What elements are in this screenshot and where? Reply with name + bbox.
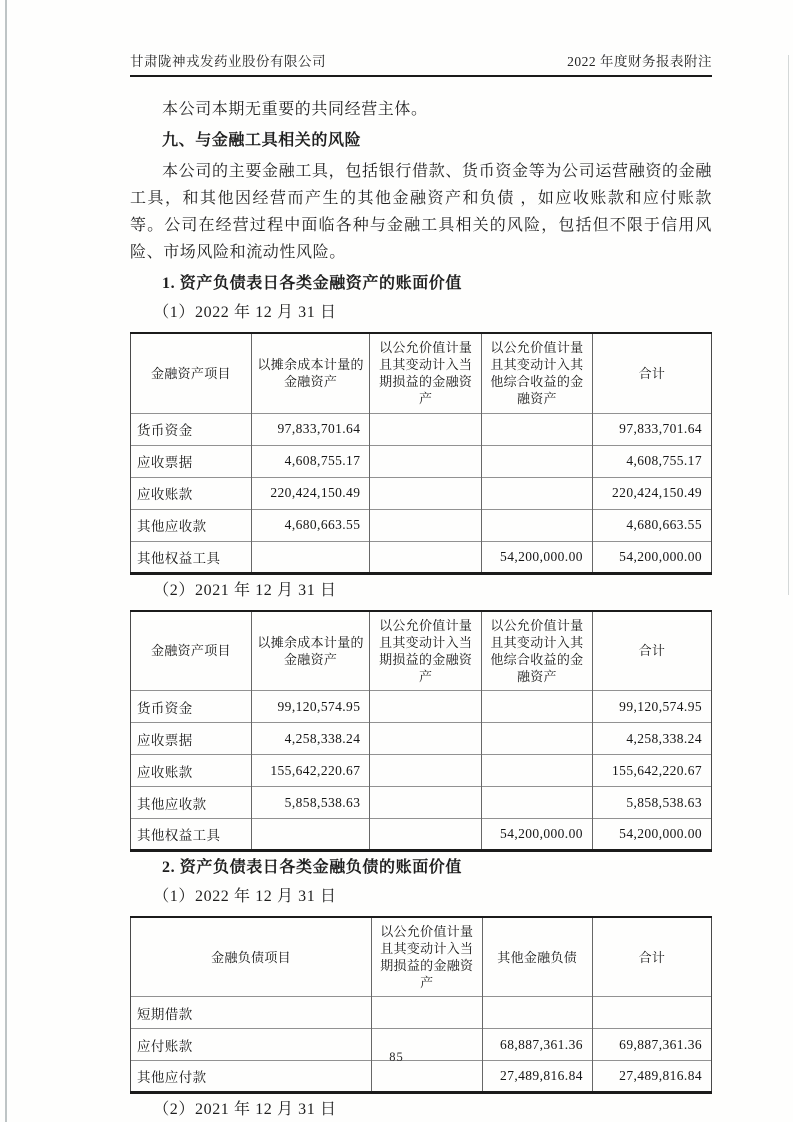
table-row: [131, 691, 712, 723]
section-9-heading: 九、与金融工具相关的风险: [162, 132, 362, 149]
document-body: [130, 90, 712, 1122]
value-cell: [481, 755, 592, 787]
value-cell: [481, 787, 592, 819]
table-row: [131, 541, 712, 573]
table-row: [131, 787, 712, 819]
value-cell: 5,858,538.63: [592, 787, 711, 819]
assets-subheading: 1. 资产负债表日各类金融资产的账面价值: [162, 275, 463, 292]
table-row: [131, 819, 712, 851]
value-cell: 99,120,574.95: [251, 691, 370, 723]
financial-assets-table-2022: [130, 332, 712, 575]
value-cell: 54,200,000.00: [592, 541, 711, 573]
liabilities-date-2021: （2）2021 年 12 月 31 日: [153, 1101, 337, 1118]
table-header-row: [131, 611, 712, 691]
value-cell: 4,258,338.24: [251, 723, 370, 755]
column-header: 金融资产项目: [131, 611, 252, 691]
column-header: 以公允价值计量且其变动计入当期损益的金融资产: [370, 333, 482, 413]
value-cell: [372, 1061, 482, 1093]
value-cell: 27,489,816.84: [592, 1061, 711, 1093]
row-label-cell: 其他应收款: [131, 787, 252, 819]
liabilities-subheading: 2. 资产负债表日各类金融负债的账面价值: [162, 859, 463, 876]
scan-artifact-left-edge: [5, 0, 7, 1122]
company-name: 甘肃陇神戎发药业股份有限公司: [130, 54, 326, 69]
value-cell: [592, 997, 711, 1029]
intro-sentence: 本公司本期无重要的共同经营主体。: [162, 101, 428, 118]
row-label-cell: 应付账款: [131, 1029, 372, 1061]
value-cell: 4,608,755.17: [592, 445, 711, 477]
table-header-row: [131, 917, 712, 997]
row-label-cell: 其他权益工具: [131, 819, 252, 851]
table-row: [131, 755, 712, 787]
value-cell: [481, 445, 592, 477]
value-cell: 4,258,338.24: [592, 723, 711, 755]
row-label-cell: 应收票据: [131, 723, 252, 755]
column-header: 合计: [592, 917, 711, 997]
value-cell: [481, 509, 592, 541]
value-cell: [370, 477, 482, 509]
value-cell: 54,200,000.00: [481, 541, 592, 573]
row-label-cell: 应收账款: [131, 477, 252, 509]
table-row: [131, 477, 712, 509]
table-header-row: [131, 333, 712, 413]
page-header: [130, 50, 712, 77]
column-header: 以公允价值计量且其变动计入其他综合收益的金融资产: [481, 611, 592, 691]
row-label-cell: 其他应付款: [131, 1061, 372, 1093]
value-cell: [370, 413, 482, 445]
value-cell: [251, 541, 370, 573]
financial-assets-table-2021: [130, 610, 712, 853]
value-cell: [482, 997, 592, 1029]
value-cell: [370, 787, 482, 819]
column-header: 其他金融负债: [482, 917, 592, 997]
scan-artifact-right-edge: [788, 55, 789, 595]
value-cell: [370, 723, 482, 755]
row-label-cell: 其他权益工具: [131, 541, 252, 573]
value-cell: 5,858,538.63: [251, 787, 370, 819]
row-label-cell: 货币资金: [131, 413, 252, 445]
column-header: 合计: [592, 333, 711, 413]
value-cell: 54,200,000.00: [592, 819, 711, 851]
column-header: 以公允价值计量且其变动计入当期损益的金融资产: [370, 611, 482, 691]
value-cell: 69,887,361.36: [592, 1029, 711, 1061]
column-header: 以摊余成本计量的金融资产: [251, 333, 370, 413]
row-label-cell: 应收账款: [131, 755, 252, 787]
row-label-cell: 货币资金: [131, 691, 252, 723]
value-cell: [372, 997, 482, 1029]
column-header: 以公允价值计量且其变动计入当期损益的金融资产: [372, 917, 482, 997]
row-label-cell: 短期借款: [131, 997, 372, 1029]
column-header: 合计: [592, 611, 711, 691]
table-row: [131, 997, 712, 1029]
assets-date-2022: （1）2022 年 12 月 31 日: [153, 304, 337, 321]
row-label-cell: 其他应收款: [131, 509, 252, 541]
value-cell: 4,608,755.17: [251, 445, 370, 477]
page-number: 85: [389, 1050, 404, 1064]
table-row: [131, 509, 712, 541]
table-row: [131, 723, 712, 755]
value-cell: 220,424,150.49: [592, 477, 711, 509]
value-cell: 27,489,816.84: [482, 1061, 592, 1093]
value-cell: [251, 819, 370, 851]
table-row: [131, 1061, 712, 1093]
report-title: 2022 年度财务报表附注: [567, 54, 712, 69]
column-header: 以摊余成本计量的金融资产: [251, 611, 370, 691]
value-cell: [370, 509, 482, 541]
value-cell: [481, 691, 592, 723]
column-header: 金融负债项目: [131, 917, 372, 997]
value-cell: [481, 723, 592, 755]
value-cell: [481, 413, 592, 445]
assets-date-2021: （2）2021 年 12 月 31 日: [153, 581, 337, 599]
section-9-paragraph: 本公司的主要金融工具，包括银行借款、货币资金等为公司运营融资的金融工具，和其他因经营而产生的其他金融资产和负债 ，如应收账款和应付账款等。公司在经营过程中面临各种与金融工具相关的风险，包括但不限于信用风险、市场风险和流动性风险。: [130, 163, 712, 261]
value-cell: 155,642,220.67: [592, 755, 711, 787]
value-cell: [370, 755, 482, 787]
value-cell: [370, 819, 482, 851]
value-cell: [370, 691, 482, 723]
value-cell: 97,833,701.64: [592, 413, 711, 445]
value-cell: 155,642,220.67: [251, 755, 370, 787]
value-cell: 99,120,574.95: [592, 691, 711, 723]
value-cell: 97,833,701.64: [251, 413, 370, 445]
value-cell: 220,424,150.49: [251, 477, 370, 509]
table-row: [131, 413, 712, 445]
financial-liabilities-table-2022: [130, 916, 712, 1094]
value-cell: [370, 541, 482, 573]
column-header: 金融资产项目: [131, 333, 252, 413]
value-cell: 68,887,361.36: [482, 1029, 592, 1061]
value-cell: 4,680,663.55: [592, 509, 711, 541]
column-header: 以公允价值计量且其变动计入其他综合收益的金融资产: [481, 333, 592, 413]
value-cell: [481, 477, 592, 509]
row-label-cell: 应收票据: [131, 445, 252, 477]
value-cell: [370, 445, 482, 477]
value-cell: 4,680,663.55: [251, 509, 370, 541]
table-row: [131, 445, 712, 477]
liabilities-date-2022: （1）2022 年 12 月 31 日: [153, 888, 337, 905]
value-cell: 54,200,000.00: [481, 819, 592, 851]
